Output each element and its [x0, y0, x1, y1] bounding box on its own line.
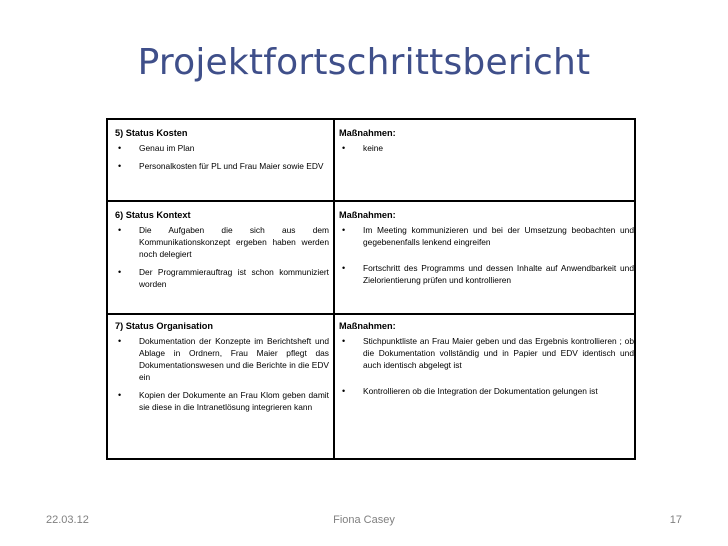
bullet-icon: •: [118, 161, 122, 171]
list-item: • Der Programmierauftrag ist schon kommuniziert worden: [118, 267, 329, 289]
bullet-icon: •: [118, 390, 122, 400]
list-item: • Stichpunktliste an Frau Maier geben und das Ergebnis kontrollieren ; ob die Dokumentation vollständig und in Papier und EDV identisch und auch identisch abgelegt ist: [342, 336, 634, 370]
column-divider: [333, 120, 335, 458]
list-item: • Die Aufgaben die sich aus dem Kommunikationskonzept ergeben haben werden noch delegiert: [118, 225, 329, 259]
bullet-icon: •: [118, 225, 122, 235]
status-organisation-cell: [115, 320, 329, 419]
list-item: • Genau im Plan: [118, 143, 195, 153]
measures-cost-cell: [339, 127, 634, 160]
bullet-icon: •: [342, 336, 346, 346]
measures-heading: Maßnahmen:: [339, 210, 396, 220]
bullet-icon: •: [342, 263, 346, 273]
footer-date: 22.03.12: [46, 514, 89, 526]
bullet-icon: •: [342, 143, 346, 153]
page-title: Projektfortschrittsbericht: [137, 42, 591, 83]
list-item: • keine: [342, 143, 384, 153]
row-divider: [108, 200, 634, 202]
list-item: • Kontrollieren ob die Integration der Dokumentation gelungen ist: [342, 386, 598, 396]
bullet-icon: •: [342, 386, 346, 396]
report-table: [106, 118, 636, 460]
list-item: • Personalkosten für PL und Frau Maier sowie EDV: [118, 161, 324, 171]
status-context-heading: 6) Status Kontext: [115, 210, 191, 220]
bullet-icon: •: [118, 143, 122, 153]
measures-organisation-cell: [339, 320, 634, 403]
status-context-cell: [115, 209, 329, 296]
status-cost-heading: 5) Status Kosten: [115, 128, 188, 138]
status-organisation-heading: 7) Status Organisation: [115, 321, 214, 331]
footer-author: Fiona Casey: [333, 514, 395, 526]
measures-heading: Maßnahmen:: [339, 128, 396, 138]
measures-heading: Maßnahmen:: [339, 321, 396, 331]
status-cost-cell: [115, 127, 329, 178]
list-item: • Dokumentation der Konzepte im Berichtsheft und Ablage in Ordnern, Frau Maier pflegt das Dokumentationswesen und die Berichte in die EDV ein: [118, 336, 329, 382]
row-divider: [108, 313, 634, 315]
bullet-icon: •: [118, 336, 122, 346]
list-item: • Fortschritt des Programms und dessen Inhalte auf Anwendbarkeit und Zielorientierung prüfen und kontrollieren: [342, 263, 634, 285]
list-item: • Kopien der Dokumente an Frau Klom geben damit sie diese in die Intranetlösung integrieren kann: [118, 390, 329, 412]
bullet-icon: •: [342, 225, 346, 235]
measures-context-cell: [339, 209, 634, 292]
page-number: 17: [669, 514, 682, 526]
bullet-icon: •: [118, 267, 122, 277]
list-item: • Im Meeting kommunizieren und bei der Umsetzung beobachten und gegebenenfalls lenkend eingreifen: [342, 225, 634, 247]
